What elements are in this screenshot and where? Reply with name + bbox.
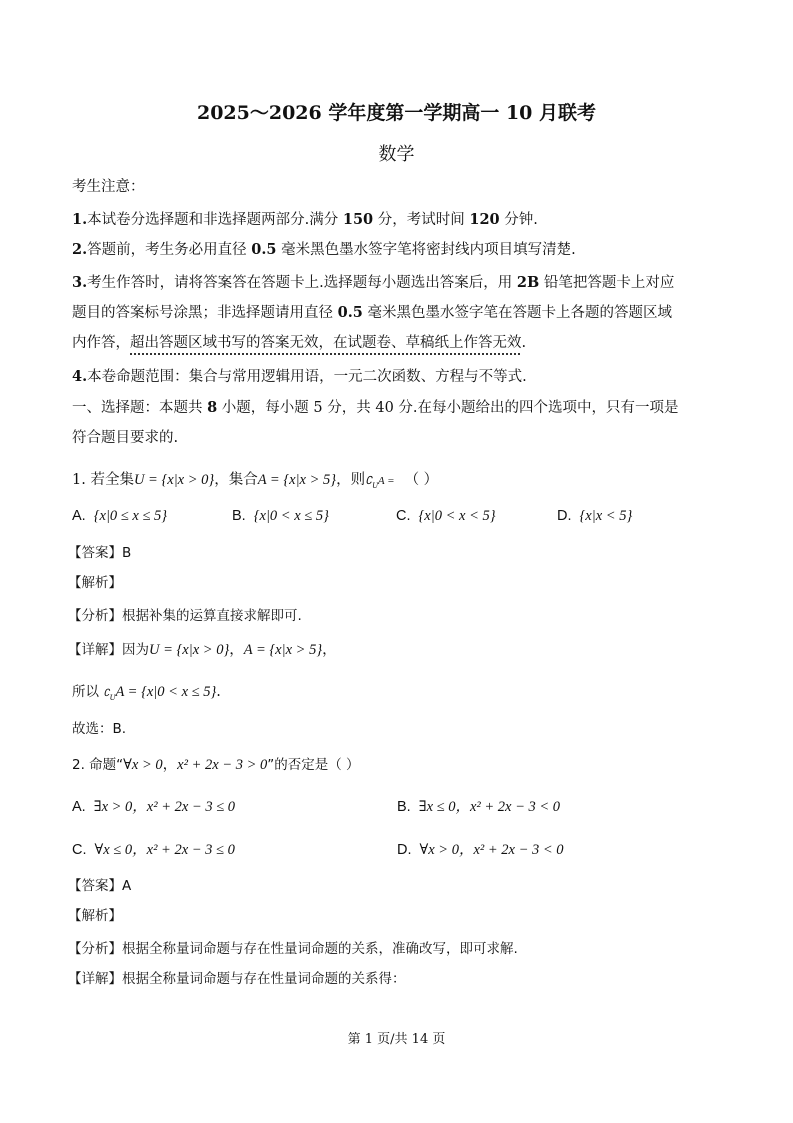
q1-analysis-tag: 【解析】 (68, 575, 122, 591)
notice-item-3-line-2: 题目的答案标号涂黑；非选择题请用直径 0.5 毫米黑色墨水签字笔在答题卡上各题的答题区域 (72, 304, 672, 321)
q2-option-c[interactable]: C. ∀x ≤ 0，x² + 2x − 3 ≤ 0 (72, 842, 235, 858)
section-1-intro-line-1: 一、选择题：本题共 8 小题，每小题 5 分，共 40 分.在每小题给出的四个选项中，只有一项是 (72, 399, 679, 416)
emphasis-dotted-text: 超出答题区域书写的答案无效，在试题卷、草稿纸上作答无效 (130, 335, 522, 351)
section-1-intro-line-2: 符合题目要求的. (72, 430, 179, 446)
notice-item-3-line-3: 内作答，超出答题区域书写的答案无效，在试题卷、草稿纸上作答无效. (72, 335, 527, 351)
page-footer: 第 1 页/共 14 页 (347, 1032, 446, 1047)
q2-option-a[interactable]: A. ∃x > 0，x² + 2x − 3 ≤ 0 (72, 799, 236, 815)
q1-choice: 故选：B. (72, 721, 127, 737)
q1-xiangjie: 【详解】因为U = {x|x > 0}，A = {x|x > 5}， (68, 642, 337, 658)
notice-heading: 考生注意： (72, 179, 145, 195)
q2-option-d[interactable]: D. ∀x > 0，x² + 2x − 3 < 0 (397, 842, 564, 858)
q2-xiangjie: 【详解】根据全称量词命题与存在性量词命题的关系得： (68, 971, 406, 987)
q2-stem: 2. 命题“∀x > 0，x² + 2x − 3 > 0”的否定是（ ） (72, 757, 360, 773)
notice-item-1: 1.本试卷分选择题和非选择题两部分.满分 150 分，考试时间 120 分钟. (72, 211, 538, 228)
q1-stem: 1. 若全集U = {x|x > 0}，集合A = {x|x > 5}，则$∁_UA$ = （ ） (72, 472, 439, 490)
notice-item-3-line-1: 3.考生作答时，请将答案答在答题卡上.选择题每小题选出答案后，用 2B 铅笔把答题卡上对应 (72, 274, 675, 291)
exam-subject: 数学 (378, 144, 415, 165)
q2-fenxi: 【分析】根据全称量词命题与存在性量词命题的关系，准确改写，即可求解. (68, 941, 518, 957)
q1-answer: 【答案】B (68, 545, 132, 561)
exam-title: 2025～2026 学年度第一学期高一 10 月联考 (196, 102, 597, 124)
notice-item-4: 4.本卷命题范围：集合与常用逻辑用语，一元二次函数、方程与不等式. (72, 368, 527, 385)
q2-option-b[interactable]: B. ∃x ≤ 0，x² + 2x − 3 < 0 (397, 799, 561, 815)
q1-option-c[interactable]: C. {x|0 < x < 5} (396, 508, 496, 524)
q1-option-b[interactable]: B. {x|0 < x ≤ 5} (232, 508, 329, 524)
q1-option-d[interactable]: D. {x|x < 5} (557, 508, 633, 524)
q2-analysis-tag: 【解析】 (68, 908, 122, 924)
q1-conclusion: 所以 $∁_UA = \{x|0 < x \le 5\}$. (72, 684, 221, 702)
q1-fenxi: 【分析】根据补集的运算直接求解即可. (68, 608, 302, 624)
q2-answer: 【答案】A (68, 878, 132, 894)
notice-item-2: 2.答题前，考生务必用直径 0.5 毫米黑色墨水签字笔将密封线内项目填写清楚. (72, 241, 576, 258)
q1-option-a[interactable]: A. {x|0 ≤ x ≤ 5} (72, 508, 168, 524)
